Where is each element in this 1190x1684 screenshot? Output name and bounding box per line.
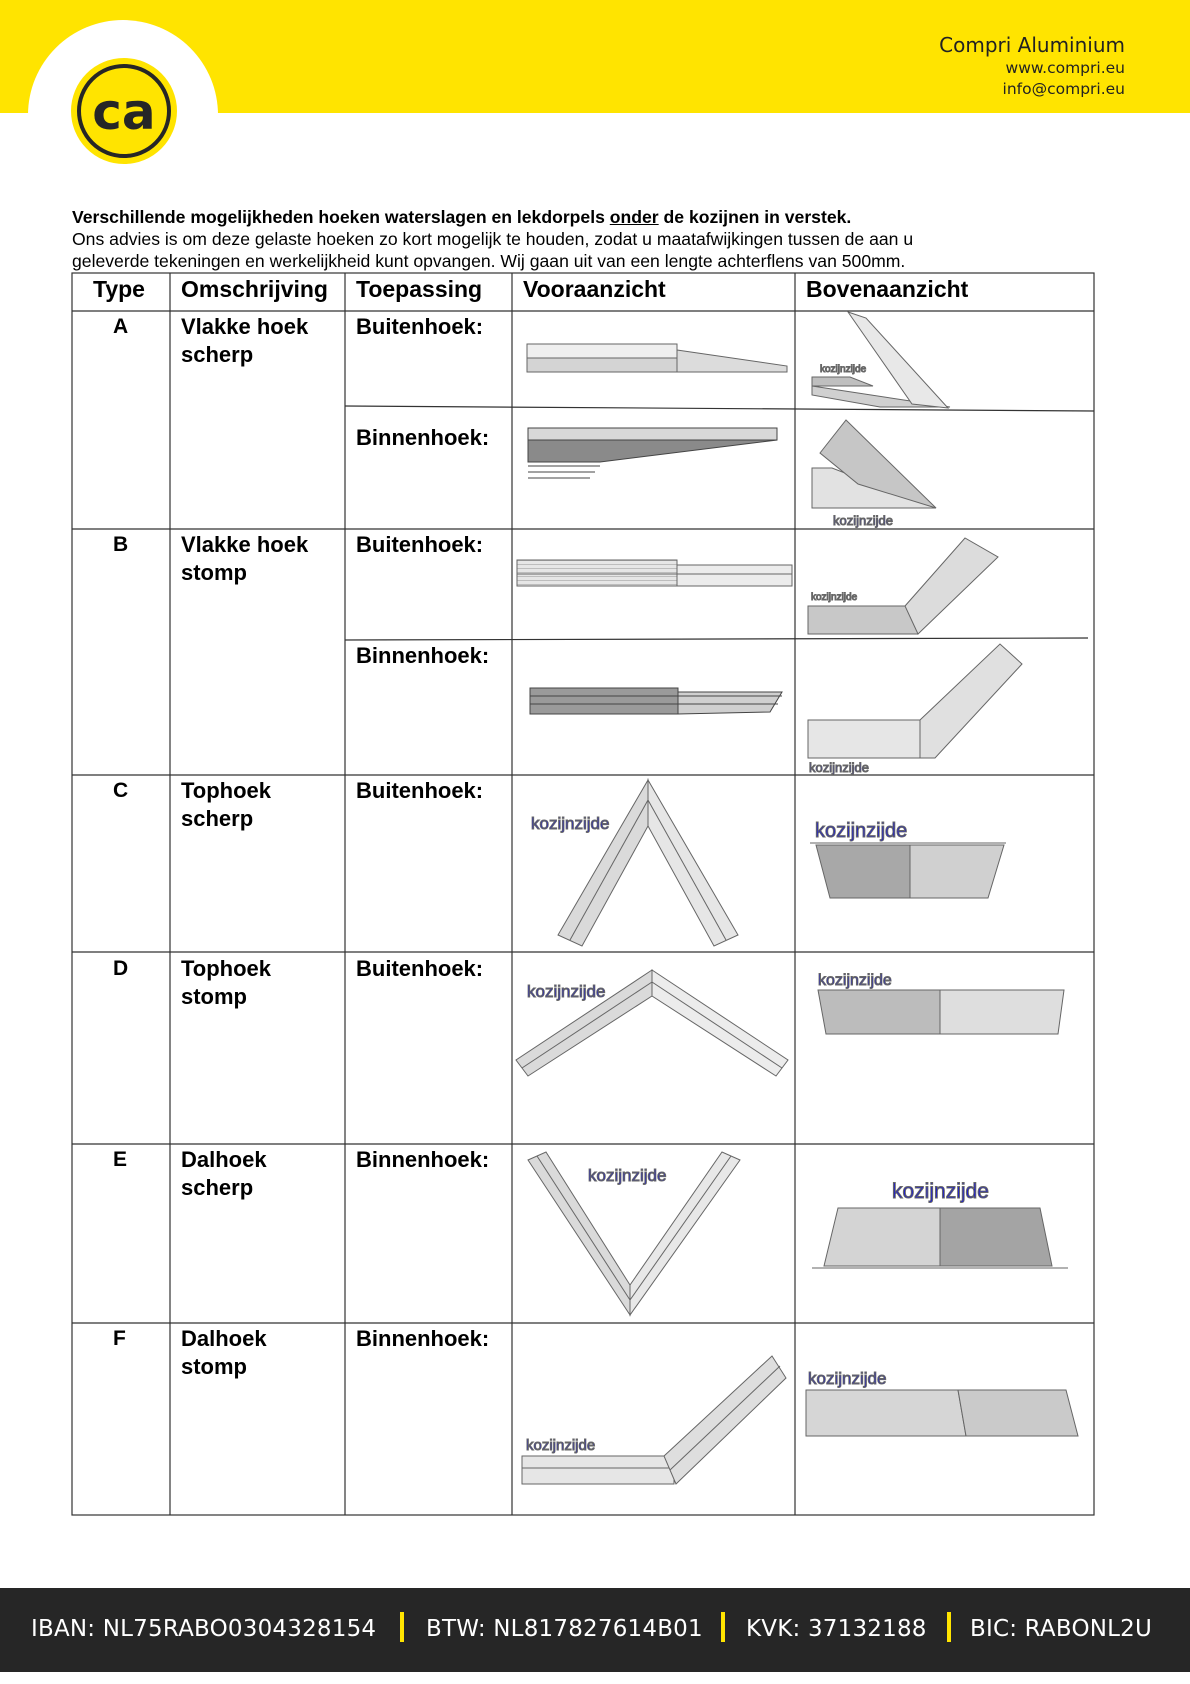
kozijnzijde-label: kozijnzijde [527, 982, 606, 1001]
row-b-omschrijving: Vlakke hoek stomp [181, 532, 309, 585]
drawing-c-front [531, 780, 738, 946]
row-e-omschrijving: Dalhoek scherp [181, 1147, 267, 1200]
header-vooraanzicht: Vooraanzicht [523, 276, 666, 302]
row-f-omschrijving: Dalhoek stomp [181, 1326, 267, 1379]
footer-separator [721, 1612, 725, 1642]
header-type: Type [93, 276, 145, 302]
footer-bar [0, 1588, 1190, 1672]
drawing-d-front [516, 970, 788, 1076]
row-c-type: C [113, 779, 129, 802]
drawing-c-top [810, 820, 1006, 898]
row-a-omschrijving: Vlakke hoek scherp [181, 314, 309, 367]
kozijnzijde-label: kozijnzijde [815, 820, 908, 842]
kozijnzijde-label: kozijnzijde [811, 592, 858, 603]
header-bovenaanzicht: Bovenaanzicht [806, 276, 969, 302]
row-d-toepassing-1: Buitenhoek: [356, 956, 484, 981]
footer-iban: IBAN: NL75RABO0304328154 [31, 1616, 377, 1642]
intro-line-1-a: Verschillende mogelijkheden hoeken waterslagen en lekdorpels [72, 207, 610, 227]
footer-separator [400, 1612, 404, 1642]
drawing-b-binnenhoek-top [808, 644, 1022, 775]
row-c-toepassing-1: Buitenhoek: [356, 778, 484, 803]
row-c-omschrijving: Tophoek scherp [181, 778, 272, 831]
row-f-type: F [113, 1327, 126, 1350]
kozijnzijde-label: kozijnzijde [531, 814, 610, 833]
row-b-toepassing-1: Buitenhoek: [356, 532, 484, 557]
row-f-toepassing-1: Binnenhoek: [356, 1326, 490, 1351]
intro-line-1-underlined: onder [609, 207, 659, 227]
drawing-b-buitenhoek-top [808, 538, 998, 634]
row-d-type: D [113, 957, 129, 980]
row-a-toepassing-2: Binnenhoek: [356, 425, 490, 450]
row-a-type: A [113, 315, 129, 338]
row-d-omschrijving: Tophoek stomp [181, 956, 272, 1009]
drawing-f-top [806, 1369, 1078, 1436]
kozijnzijde-label: kozijnzijde [809, 760, 869, 775]
kozijnzijde-label: kozijnzijde [808, 1369, 887, 1388]
row-e-toepassing-1: Binnenhoek: [356, 1147, 490, 1172]
drawing-a-binnenhoek-front [528, 428, 777, 478]
row-b-type: B [113, 533, 129, 556]
drawing-e-front [528, 1152, 740, 1315]
intro-line-2: Ons advies is om deze gelaste hoeken zo kort mogelijk te houden, zodat u maatafwijkingen tussen de aan u [72, 229, 914, 249]
footer-bic: BIC: RABONL2U [970, 1616, 1153, 1642]
logo-text: ca [92, 83, 156, 141]
footer-separator [947, 1612, 951, 1642]
company-website[interactable]: www.compri.eu [1005, 59, 1125, 77]
footer-btw: BTW: NL817827614B01 [426, 1616, 703, 1642]
drawing-a-binnenhoek-top [812, 420, 936, 528]
drawing-d-top [818, 972, 1064, 1034]
kozijnzijde-label: kozijnzijde [818, 972, 892, 989]
drawing-a-buitenhoek-front [527, 344, 787, 372]
row-e-type: E [113, 1148, 128, 1171]
intro-line-1-b: de kozijnen in verstek. [658, 207, 852, 227]
drawing-f-front [522, 1356, 786, 1484]
drawing-a-buitenhoek-top [812, 312, 950, 408]
row-a-toepassing-1: Buitenhoek: [356, 314, 484, 339]
intro-line-3: geleverde tekeningen en werkelijkheid kunt opvangen. Wij gaan uit van een lengte achterflens van 500mm. [72, 251, 906, 271]
company-name: Compri Aluminium [939, 33, 1125, 57]
kozijnzijde-label: kozijnzijde [526, 1437, 596, 1454]
footer-kvk: KVK: 37132188 [746, 1616, 927, 1642]
kozijnzijde-label: kozijnzijde [892, 1180, 989, 1203]
kozijnzijde-label: kozijnzijde [820, 364, 867, 375]
kozijnzijde-label: kozijnzijde [833, 513, 893, 528]
header-toepassing: Toepassing [356, 276, 483, 302]
header-omschrijving: Omschrijving [181, 276, 328, 302]
kozijnzijde-label: kozijnzijde [588, 1166, 667, 1185]
drawing-e-top [812, 1180, 1068, 1268]
row-b-toepassing-2: Binnenhoek: [356, 643, 490, 668]
company-email[interactable]: info@compri.eu [1002, 80, 1125, 98]
drawing-b-buitenhoek-front [517, 560, 792, 586]
drawing-b-binnenhoek-front [530, 688, 782, 714]
